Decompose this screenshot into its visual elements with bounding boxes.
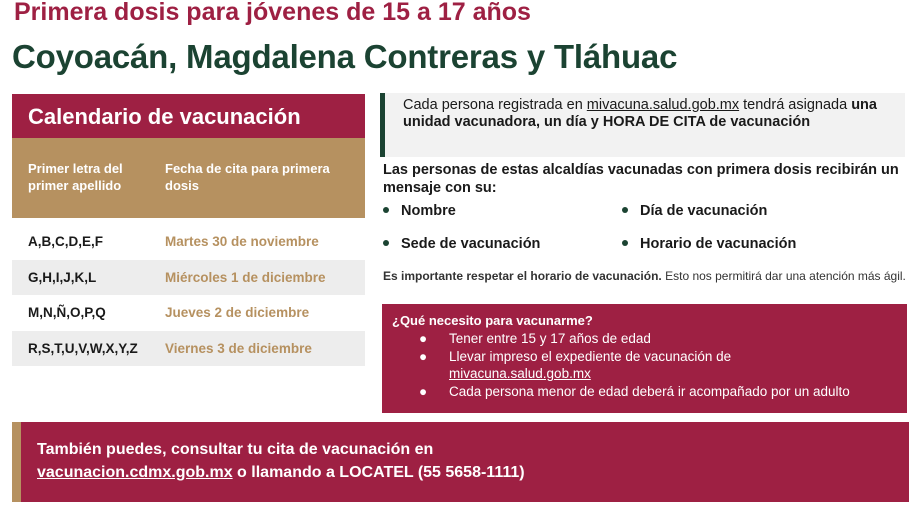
calendar-row-letters: G,H,I,J,K,L xyxy=(28,269,97,285)
message-item-label: Sede de vacunación xyxy=(401,236,541,252)
schedule-note xyxy=(383,268,908,284)
calendar-row-letters: R,S,T,U,V,W,X,Y,Z xyxy=(28,340,138,356)
registration-info-box xyxy=(380,93,905,157)
requirement-text: Llevar impreso el expediente de vacunación de xyxy=(449,348,732,364)
cdmx-link[interactable]: vacunacion.cdmx.gob.mx xyxy=(37,464,233,481)
calendar-row xyxy=(12,224,365,260)
requirements-box xyxy=(382,304,907,413)
bullet-icon xyxy=(622,207,628,213)
calendar-row-date: Martes 30 de noviembre xyxy=(165,234,319,250)
footer-line2-rest: o llamando a LOCATEL (55 5658-1111) xyxy=(232,464,525,481)
calendar-row-letters: A,B,C,D,E,F xyxy=(28,234,104,250)
message-item xyxy=(383,203,456,219)
page-subtitle: Coyoacán, Magdalena Contreras y Tláhuac xyxy=(12,38,678,75)
requirements-title: ¿Qué necesito para vacunarme? xyxy=(392,313,593,328)
calendar-header-date: Fecha de cita para primera dosis xyxy=(165,161,330,193)
calendar-row-date: Jueves 2 de diciembre xyxy=(165,305,310,321)
message-item-label: Nombre xyxy=(401,203,456,219)
footer-line1: También puedes, consultar tu cita de vacunación en xyxy=(37,441,434,458)
info-text-after: tendrá asignada xyxy=(739,97,852,113)
vaccination-calendar xyxy=(12,94,365,366)
message-item xyxy=(622,236,796,252)
requirement-text: Tener entre 15 y 17 años de edad xyxy=(449,331,651,346)
info-text-before: Cada persona registrada en xyxy=(403,97,587,113)
message-item-label: Horario de vacunación xyxy=(640,236,797,252)
message-item-label: Día de vacunación xyxy=(640,203,768,219)
requirement-item xyxy=(392,330,907,348)
message-intro: Las personas de estas alcaldías vacunadas con primera dosis recibirán un mensaje con su: xyxy=(383,162,899,196)
calendar-row xyxy=(12,260,365,296)
message-item xyxy=(622,203,767,219)
message-item xyxy=(383,236,540,252)
requirement-item xyxy=(392,348,907,383)
bullet-icon xyxy=(383,240,389,246)
note-rest: Esto nos permitirá dar una atención más ágil. xyxy=(661,269,906,283)
mivacuna-link[interactable]: mivacuna.salud.gob.mx xyxy=(586,97,740,113)
bullet-icon xyxy=(622,240,628,246)
mivacuna-link[interactable]: mivacuna.salud.gob.mx xyxy=(449,366,591,381)
info-bold-text: una unidad vacunadora, un día y HORA DE CITA de vacunación xyxy=(403,97,877,130)
note-bold: Es importante respetar el horario de vacunación. xyxy=(383,269,662,283)
calendar-row xyxy=(12,331,365,367)
calendar-row-date: Miércoles 1 de diciembre xyxy=(165,269,326,285)
calendar-row-letters: M,N,Ñ,O,P,Q xyxy=(28,305,106,321)
bullet-icon xyxy=(383,207,389,213)
calendar-title: Calendario de vacunación xyxy=(12,94,365,138)
calendar-row xyxy=(12,295,365,331)
calendar-header xyxy=(12,138,365,218)
page-title: Primera dosis para jóvenes de 15 a 17 años xyxy=(14,0,531,26)
bullet-icon: ● xyxy=(419,348,428,364)
requirement-item xyxy=(392,383,907,401)
requirement-text: Cada persona menor de edad deberá ir acompañado por un adulto xyxy=(449,383,850,399)
footer-line2 xyxy=(37,461,909,484)
bullet-icon: ● xyxy=(419,331,428,346)
bullet-icon: ● xyxy=(419,383,428,399)
footer-banner xyxy=(12,422,909,502)
calendar-row-date: Viernes 3 de diciembre xyxy=(165,340,312,356)
calendar-header-letters: Primer letra del primer apellido xyxy=(28,161,123,193)
